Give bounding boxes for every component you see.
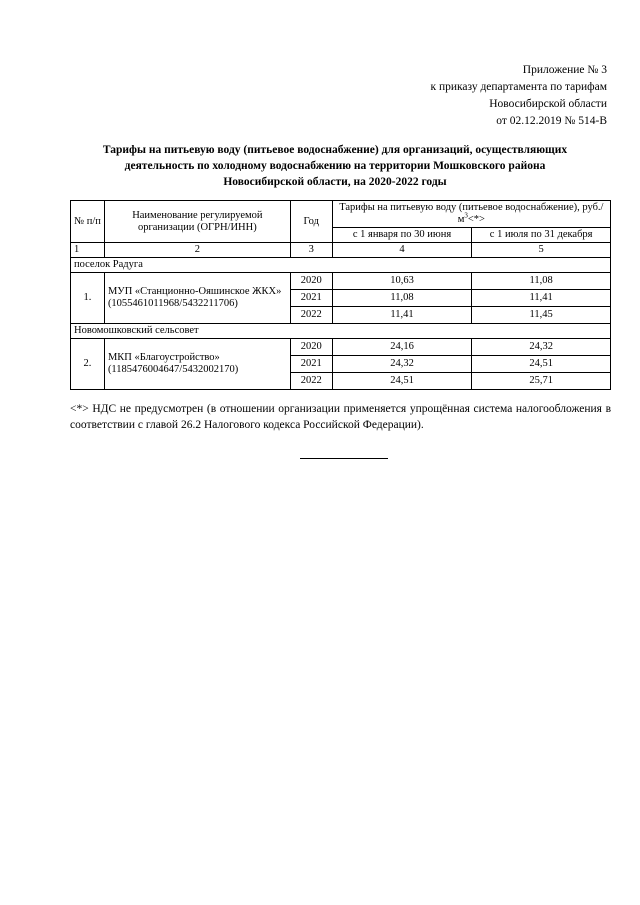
tariff-period-2: 11,45	[472, 307, 611, 324]
header-tariff	[332, 201, 610, 228]
year-cell: 2020	[290, 339, 332, 356]
year-cell: 2022	[290, 307, 332, 324]
section-row	[71, 324, 611, 339]
col-number: 5	[472, 243, 611, 258]
header-tariff-note: <*>	[467, 214, 485, 225]
table-row	[71, 339, 611, 356]
header-year: Год	[290, 201, 332, 243]
footnote: <*> НДС не предусмотрен (в отношении организации применяется упрощённая система налогообложения в соответствии с главой 26.2 Налогового кодекса Российской Федерации).	[70, 403, 611, 431]
title-line-2: деятельность по холодному водоснабжению на территории Мошковского района	[124, 160, 546, 172]
org-cell	[104, 339, 290, 390]
appendix-header	[347, 62, 607, 130]
tariff-period-2: 25,71	[472, 373, 611, 390]
tariff-period-2: 11,08	[472, 273, 611, 290]
org-name: МКП «Благоустройство»	[107, 352, 220, 363]
org-ids: (1055461011968/5432211706)	[107, 298, 238, 309]
tariff-period-1: 11,08	[332, 290, 472, 307]
header-org: Наименование регулируемой организации (ОГРН/ИНН)	[104, 201, 290, 243]
order-date-number: от 02.12.2019 № 514-В	[496, 115, 607, 127]
title-line-3: Новосибирской области, на 2020-2022 годы	[223, 176, 447, 188]
year-cell: 2021	[290, 290, 332, 307]
col-number: 2	[104, 243, 290, 258]
separator-line	[300, 458, 388, 459]
section-name: Новомошковский сельсовет	[71, 324, 611, 339]
org-number: 1.	[71, 273, 105, 324]
tariff-period-1: 24,16	[332, 339, 472, 356]
section-name: поселок Радуга	[71, 258, 611, 273]
header-period-2: с 1 июля по 31 декабря	[472, 228, 611, 243]
appendix-number: Приложение № 3	[522, 64, 607, 76]
col-number: 1	[71, 243, 105, 258]
column-number-row	[71, 243, 611, 258]
tariff-period-1: 24,32	[332, 356, 472, 373]
title-line-1: Тарифы на питьевую воду (питьевое водоснабжение) для организаций, осуществляющих	[102, 144, 568, 156]
org-name: МУП «Станционно-Ояшинское ЖКХ»	[107, 286, 282, 297]
org-number: 2.	[71, 339, 105, 390]
header-tariff-sup: 3	[464, 211, 468, 220]
col-number: 3	[290, 243, 332, 258]
org-cell	[104, 273, 290, 324]
tariff-table	[70, 200, 611, 390]
order-reference: к приказу департамента по тарифам	[430, 81, 607, 93]
header-num: № п/п	[71, 201, 105, 243]
tariff-period-1: 24,51	[332, 373, 472, 390]
table-row	[71, 273, 611, 290]
year-cell: 2022	[290, 373, 332, 390]
year-cell: 2021	[290, 356, 332, 373]
header-period-1: с 1 января по 30 июня	[332, 228, 472, 243]
region-name: Новосибирской области	[489, 98, 607, 110]
tariff-period-1: 11,41	[332, 307, 472, 324]
document-title	[70, 142, 600, 190]
year-cell: 2020	[290, 273, 332, 290]
tariff-period-1: 10,63	[332, 273, 472, 290]
org-ids: (1185476004647/5432002170)	[107, 364, 239, 375]
header-row	[71, 201, 611, 228]
section-row	[71, 258, 611, 273]
tariff-period-2: 11,41	[472, 290, 611, 307]
col-number: 4	[332, 243, 472, 258]
header-tariff-text: Тарифы на питьевую воду (питьевое водоснабжение), руб./м	[339, 202, 604, 225]
tariff-period-2: 24,32	[472, 339, 611, 356]
tariff-period-2: 24,51	[472, 356, 611, 373]
